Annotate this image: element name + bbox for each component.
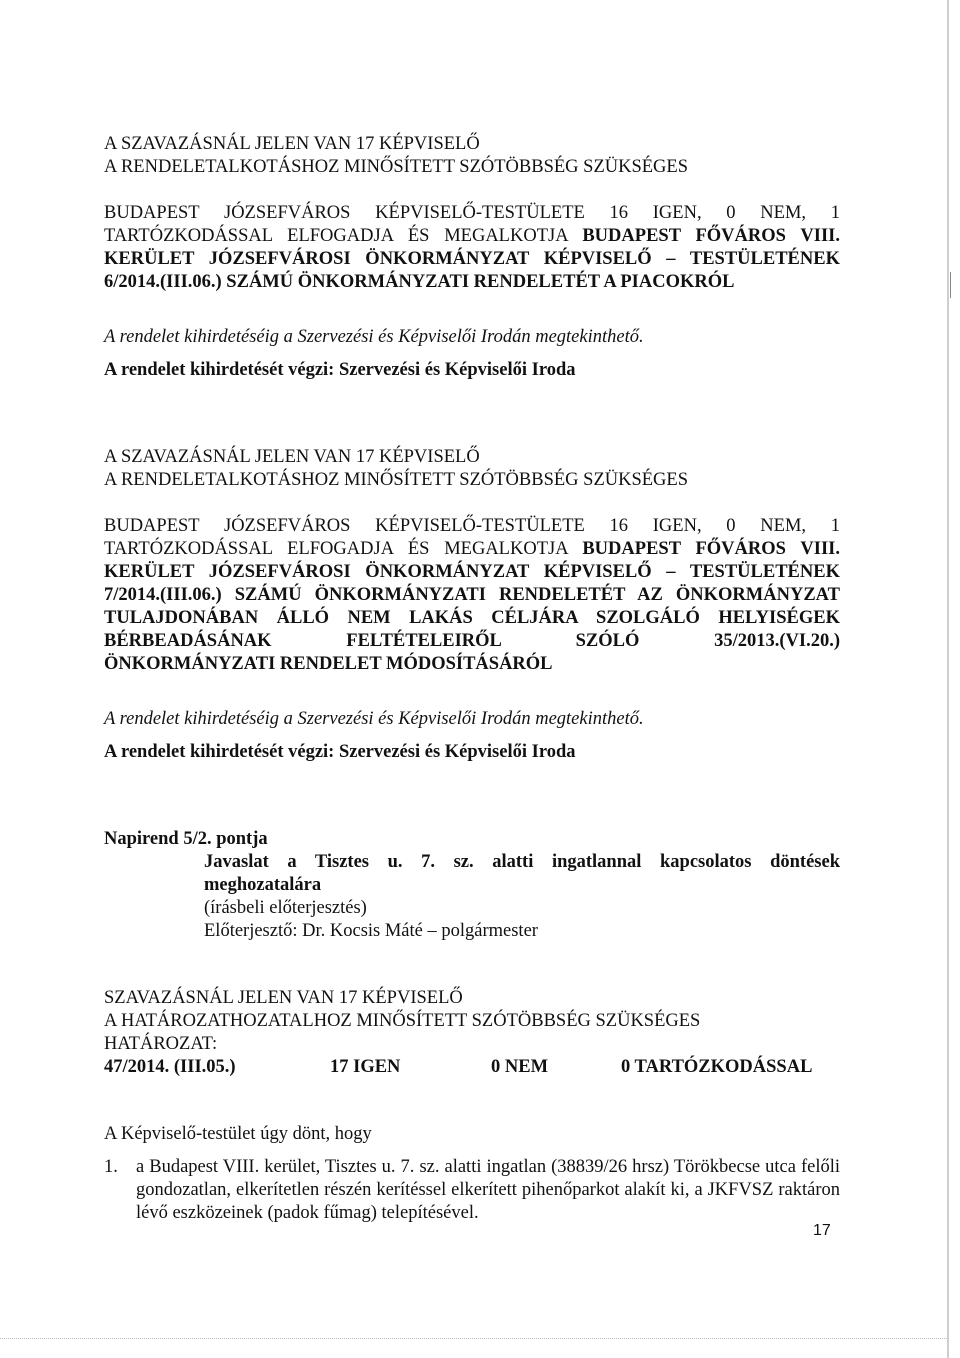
resolution-item-number: 1.: [104, 1157, 118, 1177]
scan-margin-line: [947, 0, 949, 1358]
resolution-attendance: SZAVAZÁSNÁL JELEN VAN 17 KÉPVISELŐ: [104, 988, 463, 1008]
vote-line-2: [104, 225, 840, 248]
ordinance-title-1: KERÜLET JÓZSEFVÁROSI ÖNKORMÁNYZAT KÉPVISELŐ – TESTÜLETÉNEK: [104, 562, 840, 582]
ordinance-note: A rendelet kihirdetéséig a Szervezési és Képviselői Irodán megtekinthető.: [104, 327, 644, 347]
ordinance-note: A rendelet kihirdetéséig a Szervezési és Képviselői Irodán megtekinthető.: [104, 709, 644, 729]
resolution-yes: 17 IGEN: [330, 1057, 401, 1077]
ordinance-title-2: 6/2014.(III.06.) SZÁMÚ ÖNKORMÁNYZATI RENDELETÉT A PIACOKRÓL: [104, 272, 735, 292]
vote-line-2-text: TARTÓZKODÁSSAL ELFOGADJA ÉS MEGALKOTJA: [104, 226, 583, 246]
scan-bottom-rule: [0, 1338, 947, 1339]
resolution-majority: A HATÁROZATHOZATALHOZ MINŐSÍTETT SZÓTÖBBSÉG SZÜKSÉGES: [104, 1011, 701, 1031]
majority-line: A RENDELETALKOTÁSHOZ MINŐSÍTETT SZÓTÖBBSÉG SZÜKSÉGES: [104, 470, 689, 490]
attendance-line: A SZAVAZÁSNÁL JELEN VAN 17 KÉPVISELŐ: [104, 134, 480, 154]
ordinance-title-3: TULAJDONÁBAN ÁLLÓ NEM LAKÁS CÉLJÁRA SZOLGÁLÓ HELYISÉGEK: [104, 608, 840, 628]
ordinance-title-4: BÉRBEADÁSÁNAK FELTÉTELEIRŐL SZÓLÓ 35/2013.(VI.20.): [104, 631, 840, 651]
agenda-subject-2: meghozatalára: [204, 875, 322, 895]
agenda-title: Napirend 5/2. pontja: [104, 829, 268, 849]
agenda-block: [104, 828, 840, 943]
page-number: 17: [813, 1222, 831, 1239]
resolution-item-text: a Budapest VIII. kerület, Tisztes u. 7. sz. alatti ingatlan (38839/26 hrsz) Törökbecse utca felőli gondozatlan, elkerítetlen részén kerítéssel elkerített pihenőparkot alakít ki, a JKFVSZ raktáron lévő eszközeinek (padok fűmag) telepítésével.: [136, 1157, 840, 1223]
ordinance-publish: A rendelet kihirdetését végzi: Szervezési és Képviselői Iroda: [104, 742, 576, 762]
resolution-number: 47/2014. (III.05.): [104, 1057, 236, 1077]
vote-line-2-bold: BUDAPEST FŐVÁROS VIII.: [582, 539, 840, 559]
ordinance-title-5: ÖNKORMÁNYZATI RENDELET MÓDOSÍTÁSÁRÓL: [104, 654, 553, 674]
resolution-block: [104, 987, 840, 1225]
resolution-intro: A Képviselő-testület úgy dönt, hogy: [104, 1124, 372, 1144]
resolution-no: 0 NEM: [491, 1057, 549, 1077]
agenda-subject-1: Javaslat a Tisztes u. 7. sz. alatti ingatlannal kapcsolatos döntések: [204, 852, 840, 872]
vote-line-2: [104, 538, 840, 561]
vote-line-1: BUDAPEST JÓZSEFVÁROS KÉPVISELŐ-TESTÜLETE 16 IGEN, 0 NEM, 1: [104, 516, 840, 536]
agenda-type: (írásbeli előterjesztés): [204, 898, 367, 918]
vote-line-2-bold: BUDAPEST FŐVÁROS VIII.: [582, 226, 840, 246]
agenda-presenter: Előterjesztő: Dr. Kocsis Máté – polgármester: [204, 921, 538, 941]
vote-line-2-text: TARTÓZKODÁSSAL ELFOGADJA ÉS MEGALKOTJA: [104, 539, 583, 559]
attendance-line: A SZAVAZÁSNÁL JELEN VAN 17 KÉPVISELŐ: [104, 447, 480, 467]
resolution-item: [104, 1156, 840, 1225]
document-body: [104, 133, 840, 1225]
ordinance-block-2: [104, 446, 840, 764]
ordinance-title-2: 7/2014.(III.06.) SZÁMÚ ÖNKORMÁNYZATI RENDELETÉT AZ ÖNKORMÁNYZAT: [104, 585, 840, 605]
ordinance-publish: A rendelet kihirdetését végzi: Szervezési és Képviselői Iroda: [104, 360, 576, 380]
ordinance-title-1: KERÜLET JÓZSEFVÁROSI ÖNKORMÁNYZAT KÉPVISELŐ – TESTÜLETÉNEK: [104, 249, 840, 269]
vote-line-1: BUDAPEST JÓZSEFVÁROS KÉPVISELŐ-TESTÜLETE 16 IGEN, 0 NEM, 1: [104, 203, 840, 223]
resolution-abstain: 0 TARTÓZKODÁSSAL: [621, 1057, 813, 1077]
resolution-label: HATÁROZAT:: [104, 1034, 218, 1054]
resolution-vote-row: [104, 1056, 840, 1079]
ordinance-block-1: [104, 133, 840, 382]
scan-margin-mark: [950, 272, 960, 298]
majority-line: A RENDELETALKOTÁSHOZ MINŐSÍTETT SZÓTÖBBSÉG SZÜKSÉGES: [104, 157, 689, 177]
